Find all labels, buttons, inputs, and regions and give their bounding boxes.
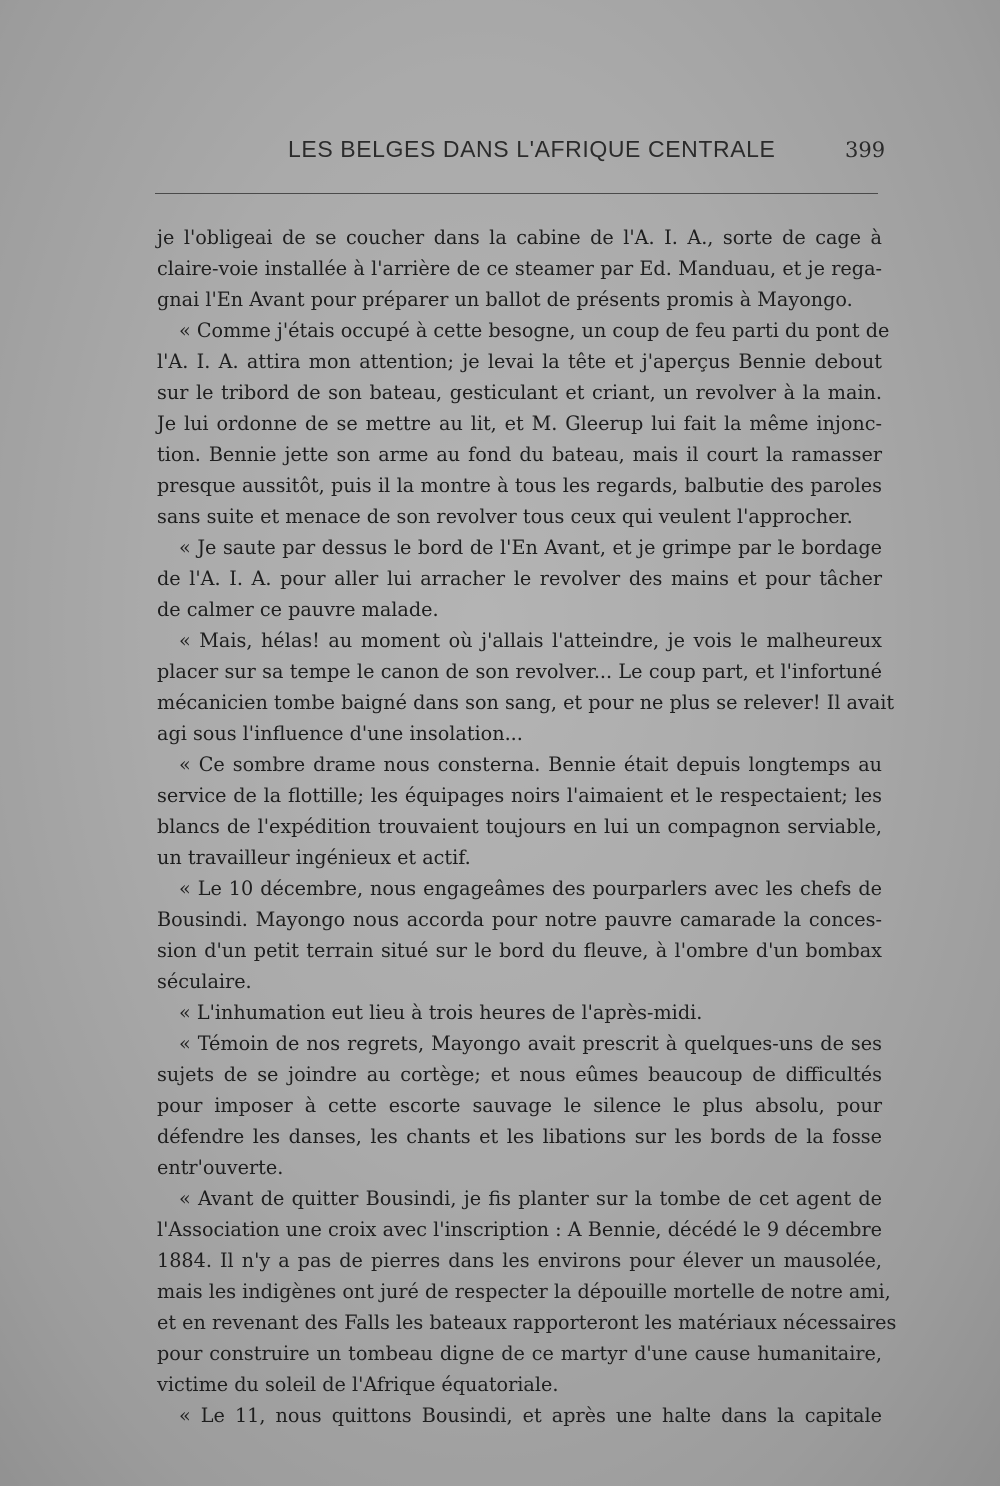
page-header bbox=[0, 136, 1000, 168]
text-line: séculaire. bbox=[157, 970, 252, 993]
text-line: je l'obligeai de se coucher dans la cabine de l'A. I. A., sorte de cage à bbox=[157, 226, 882, 249]
text-line: « Le 10 décembre, nous engageâmes des pourparlers avec les chefs de bbox=[179, 877, 882, 900]
text-line: pour imposer à cette escorte sauvage le silence le plus absolu, pour bbox=[157, 1094, 882, 1117]
text-line: de l'A. I. A. pour aller lui arracher le revolver des mains et pour tâcher bbox=[157, 567, 882, 590]
text-line: l'A. I. A. attira mon attention; je levai la tête et j'aperçus Bennie debout bbox=[157, 350, 882, 373]
text-line: mécanicien tombe baigné dans son sang, et pour ne plus se relever! Il avait bbox=[157, 691, 895, 714]
text-line: l'Association une croix avec l'inscription : A Bennie, décédé le 9 décembre bbox=[157, 1218, 882, 1241]
running-title: LES BELGES DANS L'AFRIQUE CENTRALE bbox=[288, 136, 776, 162]
text-line: « Ce sombre drame nous consterna. Bennie était depuis longtemps au bbox=[179, 753, 882, 776]
page-number: 399 bbox=[845, 138, 886, 162]
text-line: Je lui ordonne de se mettre au lit, et M. Gleerup lui fait la même injonc- bbox=[157, 412, 882, 435]
text-line: de calmer ce pauvre malade. bbox=[157, 598, 439, 621]
text-line: placer sur sa tempe le canon de son revolver... Le coup part, et l'infortuné bbox=[157, 660, 882, 683]
text-line: « L'inhumation eut lieu à trois heures de l'après-midi. bbox=[179, 1001, 703, 1024]
text-line: sujets de se joindre au cortège; et nous eûmes beaucoup de difficultés bbox=[157, 1063, 882, 1086]
text-line: service de la flottille; les équipages noirs l'aimaient et le respectaient; les bbox=[157, 784, 882, 807]
text-line: victime du soleil de l'Afrique équatoriale. bbox=[157, 1373, 559, 1396]
text-line: tion. Bennie jette son arme au fond du bateau, mais il court la ramasser bbox=[157, 443, 882, 466]
text-line: Bousindi. Mayongo nous accorda pour notre pauvre camarade la conces- bbox=[157, 908, 882, 931]
text-line: « Avant de quitter Bousindi, je fis planter sur la tombe de cet agent de bbox=[179, 1187, 882, 1210]
text-line: agi sous l'influence d'une insolation... bbox=[157, 722, 523, 745]
text-line: entr'ouverte. bbox=[157, 1156, 284, 1179]
text-line: « Mais, hélas! au moment où j'allais l'atteindre, je vois le malheureux bbox=[179, 629, 882, 652]
text-line: défendre les danses, les chants et les libations sur les bords de la fosse bbox=[157, 1125, 882, 1148]
header-rule bbox=[155, 193, 878, 194]
text-line: « Témoin de nos regrets, Mayongo avait prescrit à quelques-uns de ses bbox=[179, 1032, 882, 1055]
text-line: pour construire un tombeau digne de ce martyr d'une cause humanitaire, bbox=[157, 1342, 882, 1365]
text-line: gnai l'En Avant pour préparer un ballot de présents promis à Mayongo. bbox=[157, 288, 853, 311]
text-line: 1884. Il n'y a pas de pierres dans les environs pour élever un mausolée, bbox=[157, 1249, 882, 1272]
text-line: mais les indigènes ont juré de respecter la dépouille mortelle de notre ami, bbox=[157, 1280, 891, 1303]
text-line: et en revenant des Falls les bateaux rapporteront les matériaux nécessaires bbox=[157, 1311, 897, 1334]
text-line: un travailleur ingénieux et actif. bbox=[157, 846, 471, 869]
text-line: claire-voie installée à l'arrière de ce steamer par Ed. Manduau, et je rega- bbox=[157, 257, 882, 280]
text-line: blancs de l'expédition trouvaient toujours en lui un compagnon serviable, bbox=[157, 815, 882, 838]
text-line: sur le tribord de son bateau, gesticulant et criant, un revolver à la main. bbox=[157, 381, 882, 404]
text-line: sans suite et menace de son revolver tous ceux qui veulent l'approcher. bbox=[157, 505, 853, 528]
body-text bbox=[157, 222, 897, 1431]
text-line: « Le 11, nous quittons Bousindi, et après une halte dans la capitale bbox=[179, 1404, 882, 1427]
text-line: sion d'un petit terrain situé sur le bord du fleuve, à l'ombre d'un bombax bbox=[157, 939, 882, 962]
text-line: presque aussitôt, puis il la montre à tous les regards, balbutie des paroles bbox=[157, 474, 882, 497]
text-line: « Je saute par dessus le bord de l'En Avant, et je grimpe par le bordage bbox=[179, 536, 882, 559]
text-line: « Comme j'étais occupé à cette besogne, un coup de feu parti du pont de bbox=[179, 319, 890, 342]
